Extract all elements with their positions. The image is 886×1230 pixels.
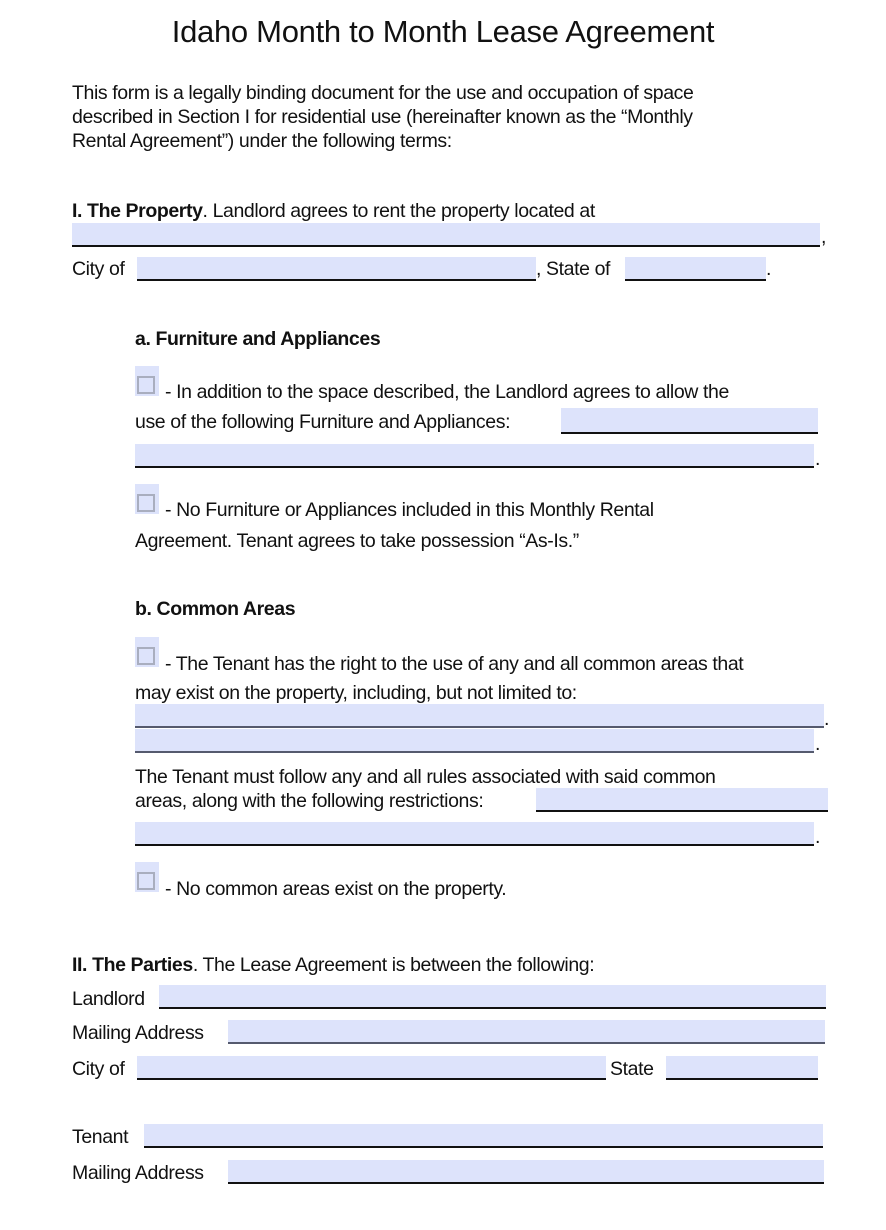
section-1-heading: [72, 199, 595, 223]
state-period: .: [766, 258, 772, 280]
tenant-name-field[interactable]: [144, 1124, 823, 1148]
landlord-mailing-address-field[interactable]: [228, 1020, 825, 1044]
furniture-heading: a. Furniture and Appliances: [135, 328, 381, 350]
furniture-included-text-1: - In addition to the space described, the Landlord agrees to allow the: [165, 381, 729, 403]
state-label: , State of: [536, 258, 611, 280]
no-furniture-text-2: Agreement. Tenant agrees to take possession “As-Is.”: [135, 530, 579, 552]
no-furniture-checkbox[interactable]: [135, 484, 159, 514]
intro-line-2: described in Section I for residential use (hereinafter known as the “Monthly: [72, 106, 693, 128]
checkbox-box-icon: [137, 494, 155, 512]
common-areas-period-1: .: [824, 708, 830, 730]
common-areas-heading: b. Common Areas: [135, 598, 296, 620]
checkbox-box-icon: [137, 376, 155, 394]
city-label: City of: [72, 258, 125, 280]
landlord-name-field[interactable]: [159, 985, 826, 1009]
common-areas-text-1: - The Tenant has the right to the use of any and all common areas that: [165, 653, 744, 675]
section-2-heading: [72, 953, 594, 977]
property-state-field[interactable]: [625, 257, 766, 281]
landlord-state-label: State: [610, 1058, 654, 1080]
furniture-list-field-1[interactable]: [561, 408, 818, 434]
restrictions-field-2[interactable]: [135, 822, 814, 846]
tenant-mailing-label: Mailing Address: [72, 1162, 204, 1184]
common-areas-field-1[interactable]: [135, 704, 824, 728]
intro-line-1: This form is a legally binding document for the use and occupation of space: [72, 82, 694, 104]
landlord-label: Landlord: [72, 988, 145, 1010]
rules-text-2: areas, along with the following restrictions:: [135, 790, 484, 812]
common-areas-text-2: may exist on the property, including, but not limited to:: [135, 682, 577, 704]
property-city-field[interactable]: [137, 257, 536, 281]
restrictions-period: .: [815, 826, 821, 848]
tenant-label: Tenant: [72, 1126, 129, 1148]
section-1-text: . Landlord agrees to rent the property located at: [202, 200, 595, 222]
rules-text-1: The Tenant must follow any and all rules associated with said common: [135, 766, 716, 788]
common-areas-field-2[interactable]: [135, 729, 814, 753]
section-2-title: II. The Parties: [72, 954, 193, 976]
common-areas-checkbox[interactable]: [135, 637, 159, 667]
no-furniture-text-1: - No Furniture or Appliances included in this Monthly Rental: [165, 499, 654, 521]
furniture-list-field-2[interactable]: [135, 444, 814, 468]
furniture-included-checkbox[interactable]: [135, 366, 159, 396]
landlord-city-field[interactable]: [137, 1056, 606, 1080]
no-common-areas-checkbox[interactable]: [135, 862, 159, 892]
landlord-city-label: City of: [72, 1058, 125, 1080]
intro-line-3: Rental Agreement”) under the following terms:: [72, 130, 452, 152]
property-address-field[interactable]: [72, 223, 820, 247]
checkbox-box-icon: [137, 872, 155, 890]
common-areas-period-2: .: [815, 733, 821, 755]
restrictions-field-1[interactable]: [536, 788, 828, 812]
furniture-period: .: [815, 448, 821, 470]
checkbox-box-icon: [137, 647, 155, 665]
section-1-title: I. The Property: [72, 200, 203, 222]
no-common-areas-text: - No common areas exist on the property.: [165, 878, 507, 900]
page-title: Idaho Month to Month Lease Agreement: [171, 14, 715, 49]
furniture-included-text-2: use of the following Furniture and Appliances:: [135, 411, 511, 433]
section-2-text: . The Lease Agreement is between the following:: [192, 954, 595, 976]
address-comma: ,: [821, 226, 827, 248]
landlord-state-field[interactable]: [666, 1056, 818, 1080]
landlord-mailing-label: Mailing Address: [72, 1022, 204, 1044]
tenant-mailing-address-field[interactable]: [228, 1160, 824, 1184]
